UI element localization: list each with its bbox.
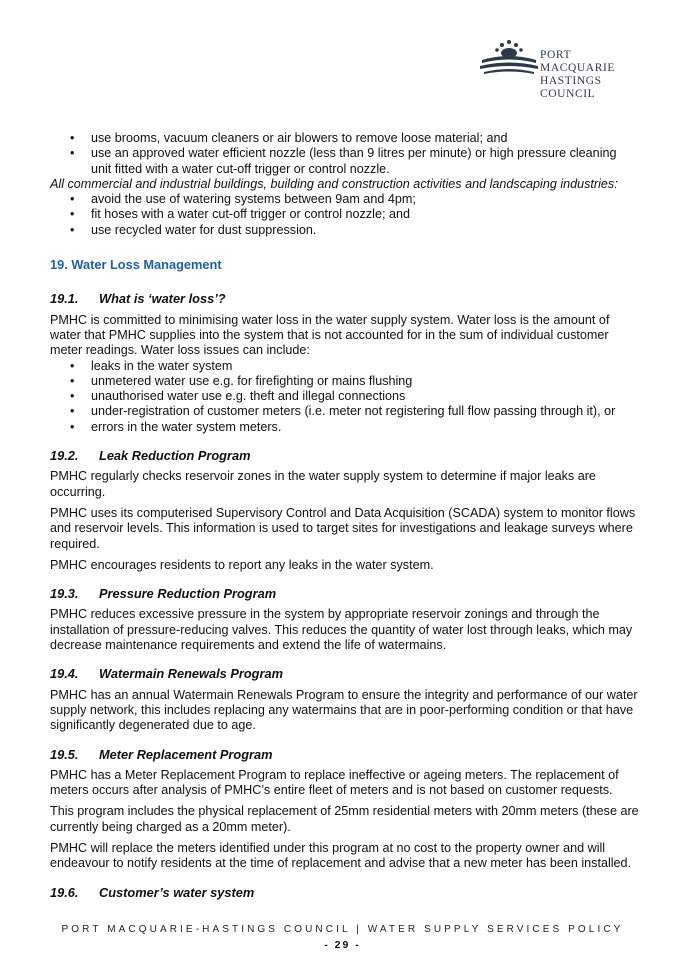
list-item: • avoid the use of watering systems between 9am and 4pm; <box>50 192 640 207</box>
subsection-number: 19.2. <box>50 448 79 464</box>
subsection-19-1-heading <box>50 291 640 306</box>
list-item: • unauthorised water use e.g. theft and illegal connections <box>50 389 640 404</box>
subsection-number: 19.3. <box>50 586 79 602</box>
intro-bullet-list <box>50 131 640 177</box>
subsection-19-2-heading <box>50 448 640 463</box>
paragraph: This program includes the physical replacement of 25mm residential meters with 20mm meters (these are currently being charged as a 20mm meter). <box>50 804 639 834</box>
list-item: • leaks in the water system <box>50 359 640 374</box>
subsection-title: Pressure Reduction Program <box>99 586 277 602</box>
page-footer: PORT MACQUARIE-HASTINGS COUNCIL | WATER SUPPLY SERVICES POLICY <box>61 924 624 935</box>
list-item: • use brooms, vacuum cleaners or air blowers to remove loose material; and <box>50 131 640 146</box>
water-loss-bullet-list <box>50 359 640 435</box>
list-item: • use recycled water for dust suppression. <box>50 223 640 238</box>
subsection-number: 19.5. <box>50 746 79 762</box>
paragraph: PMHC reduces excessive pressure in the system by appropriate reservoir zonings and through the installation of pressure-reducing valves. This reduces the quantity of water lost through leaks, which may decrease maintenance requirements and extend the life of watermains. <box>50 607 633 653</box>
list-item: • errors in the water system meters. <box>50 420 640 435</box>
paragraph: PMHC has an annual Watermain Renewals Program to ensure the integrity and performance of our water supply network, this includes replacing any watermains that are in poor-performing condition or that have significantly degenerated due to age. <box>50 687 638 733</box>
page-number: - 29 - <box>324 939 361 951</box>
subsection-title: Leak Reduction Program <box>99 448 251 464</box>
section-19-title: 19. Water Loss Management <box>50 257 222 273</box>
subsection-19-4-heading <box>50 666 640 681</box>
logo-line-2: HASTINGS COUNCIL <box>540 75 602 100</box>
subsection-19-3-heading <box>50 586 640 601</box>
subsection-number: 19.4. <box>50 666 79 682</box>
list-item: • use an approved water efficient nozzle (less than 9 litres per minute) or high pressure cleaning unit fitted with a water cut-off trigger or control nozzle. <box>50 146 640 177</box>
paragraph: PMHC uses its computerised Supervisory Control and Data Acquisition (SCADA) system to monitor flows and reservoir levels. This information is used to target sites for investigations and leakage surveys where required. <box>50 505 636 551</box>
subsection-number: 19.1. <box>50 291 79 307</box>
subsection-title: What is ‘water loss’? <box>99 291 226 307</box>
subsection-19-6-heading <box>50 885 640 900</box>
subsection-title: Meter Replacement Program <box>99 746 273 762</box>
paragraph: PMHC has a Meter Replacement Program to replace ineffective or ageing meters. The replacement of meters occurs after analysis of PMHC’s entire fleet of meters and is not based on customer requests. <box>50 767 619 798</box>
list-item: • fit hoses with a water cut-off trigger or control nozzle; and <box>50 207 640 222</box>
subsection-title: Watermain Renewals Program <box>99 666 283 682</box>
paragraph: PMHC encourages residents to report any leaks in the water system. <box>50 557 434 572</box>
subsection-19-5-heading <box>50 747 640 762</box>
list-item: • unmetered water use e.g. for firefighting or mains flushing <box>50 374 640 389</box>
list-item: • under-registration of customer meters (i.e. meter not registering full flow passing through it), or <box>50 404 640 419</box>
council-logo-icon <box>478 38 538 78</box>
council-logo <box>478 38 648 100</box>
subsection-number: 19.6. <box>50 884 79 900</box>
paragraph: PMHC will replace the meters identified under this program at no cost to the property owner and will endeavour to notify residents at the time of replacement and advise that a new meter has been installed. <box>50 840 632 871</box>
logo-line-1: PORT MACQUARIE <box>540 49 616 74</box>
subsection-title: Customer’s water system <box>99 884 255 900</box>
paragraph: PMHC is committed to minimising water loss in the water supply system. Water loss is the amount of water that PMHC supplies into the system that is not accounted for in the sum of individual customer meter readings. Water loss issues can include: <box>50 312 610 358</box>
paragraph: PMHC regularly checks reservoir zones in the water supply system to determine if major leaks are occurring. <box>50 469 596 499</box>
commercial-heading: All commercial and industrial buildings, building and construction activities and landscaping industries: <box>50 176 618 191</box>
document-body <box>50 131 640 900</box>
commercial-bullet-list <box>50 192 640 238</box>
